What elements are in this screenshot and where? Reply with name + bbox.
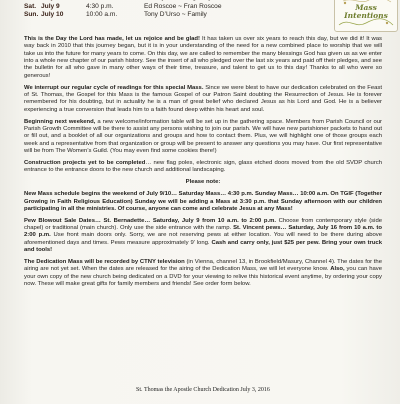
paragraph-lead: We interrupt our regular cycle of readings for this special Mass. — [24, 84, 204, 91]
paragraph-text: … new flag poles, electronic sign, glass etched doors moved from the old SVDP church entrance to the entrance doors to the new church and additional landscaping. — [24, 159, 383, 174]
paragraph-readings — [24, 85, 382, 114]
paragraph-ctny-recording — [24, 259, 382, 288]
mass-intentions-logo — [334, 0, 398, 32]
bulletin-body — [24, 36, 382, 293]
paragraph-dedication-day — [24, 36, 382, 80]
schedule-time: 4:30 p.m. — [86, 2, 114, 10]
logo-line-mass: Mass — [355, 3, 377, 12]
paragraph-lead: Construction projects yet to be completed — [24, 159, 146, 166]
paragraph-mass-schedule — [24, 191, 382, 213]
schedule-day: Sat. — [24, 2, 37, 10]
schedule-row — [24, 3, 334, 12]
please-note-heading — [24, 179, 382, 186]
logo-line-intentions: Intentions — [344, 11, 388, 20]
schedule-day: Sun. — [24, 11, 39, 19]
bulletin-footer: St. Thomas the Apostle Church Dedication July 3, 2016 — [136, 387, 270, 393]
paragraph-lead: Pew Blowout Sale Dates… St. Bernadette… Saturday, July 9 from 10 a.m. to 2:00 p.m. — [24, 217, 277, 224]
schedule-intention: Tony D’Urso ~ Family — [144, 11, 207, 19]
paragraph-construction — [24, 160, 382, 175]
paragraph-text: Choose from contemporary style (side chapel) or traditional (main church). Only use the side entrance with the ramp. — [24, 217, 382, 232]
paragraph-text: Since we were blest to have our dedication celebrated on the Feast of St. Thomas, the Gospel for this Mass is the famous Gospel of our Patron Saint doubting the Resurrection of Jesus. He is forever remembered for his doubting, but in actuality he is a man of great belief who declared Jesus as his Lord and God. He is a believer experiencing a true conversion that leads him to a faith found deep within his heart and soul. — [24, 84, 382, 113]
schedule-date: July 9 — [41, 2, 60, 10]
paragraph-lead: This is the Day the Lord has made, let us rejoice and be glad! — [24, 36, 200, 42]
mass-schedule — [24, 0, 334, 20]
paragraph-text: you can have your own copy of the new church being dedicated on a DVD for your viewing to relive this historical event anytime, by ordering your copy now. These will make great gifts for family members and friends! See order form below. — [24, 266, 382, 288]
paragraph-bold: St. Vincent pews… Saturday, July 16 from 10 a.m. to 2:00 p.m. — [24, 225, 382, 239]
paragraph-bold: Cash and carry only, just $25 per pew. Bring your own truck and tools! — [24, 239, 382, 254]
paragraph-text: a new welcome/information table will be set up in the gathering space. Members from Parish Council or our Parish Growth Committee will be there to assist any persons wishing to join our parish. We will have new parishioner packets to hand out or fill out, and a booklet of all our organizations and groups and how to contact them. Plus, we will highlight one of those groups each week and a representative from that organization or group will be present to answer any questions you may have. Our first representative will be from The Women’s Guild. (You may even find some cookies there!) — [24, 118, 383, 154]
paragraph-welcome-table — [24, 119, 382, 156]
schedule-time: 10:00 a.m. — [86, 11, 118, 19]
paragraph-text: It has taken us over six years to reach this day, but we did it! It was way back in 2010 that this journey began, but it is in your understanding of the need for a new combined place to worship that we will take us into the future for many years to come. On this day, we are called to remember the many blessings God has given us as we enter into a whole new chapter of our parish history. See the insert of all who pledged over the last six years and paid off their pledges, and see the bulletin for all who gave in many other ways of their time, treasure, and talent to get us to this day! Thanks to all who were so generous! — [24, 36, 382, 79]
paragraph-text: Use front main doors only. Sorry, we are not reserving pews at either location. You will need to be there during above aforementioned days and times. Pews measure approximately 9’ long. — [24, 232, 382, 246]
schedule-intention: Ed Roscoe ~ Fran Roscoe — [144, 2, 222, 10]
schedule-date: July 10 — [41, 11, 64, 19]
paragraph-pew-sale — [24, 218, 382, 255]
paragraph-text: (in Vienna, channel 13, in Brookfield/Masury, Channel 4). The dates for the airing are not yet set. When the dates are released for the airing of the Dedication Mass, we will let everyone know. — [24, 259, 382, 273]
paragraph-lead: The Dedication Mass will be recorded by CTNY television — [24, 259, 185, 266]
paragraph-lead: New Mass schedule begins the weekend of July 9/10… Saturday Mass… 4:30 p.m. Sunday Mass… 10:00 a.m. On TGIF (Together Growing in Faith Religious Education) Sunday we will be adding a Mass at 3:30 p.m. that Sunday afternoon with our children participating in all the ministries. Of course, anyone can come and celebrate Jesus at any Mass! — [24, 191, 382, 212]
paragraph-lead: Beginning next weekend, — [24, 118, 96, 125]
schedule-row — [24, 11, 334, 20]
paragraph-bold: Also, — [330, 266, 345, 273]
please-note-text: Please note: — [185, 179, 221, 186]
